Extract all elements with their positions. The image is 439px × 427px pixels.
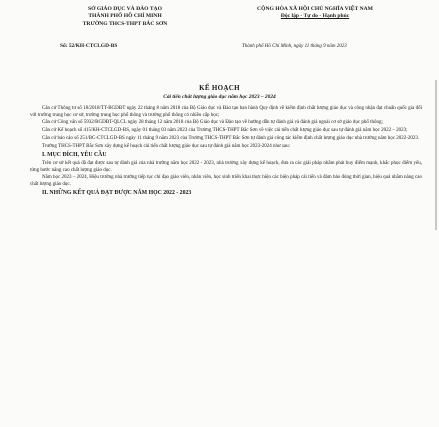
paragraph: Năm học 2023 – 2024, Hiệu trưởng nhà trường tiếp tục chỉ đạo giáo viên, nhân viên, học sinh triển khai thực hiện các biện pháp cải tiến và đảm bảo đúng thời gian, hiệu quả nhằm nâng cao chất lượng giáo dục. <box>30 175 422 187</box>
agency-line-1: SỞ GIÁO DỤC VÀ ĐÀO TẠO <box>88 6 162 12</box>
scan-edge-mark <box>435 80 437 230</box>
paragraph: Căn cứ Công văn số 5932/BGDĐT-QLCL ngày 28 tháng 12 năm 2018 của Bộ Giáo dục và Đào tạo về hướng dẫn tự đánh giá và đánh giá ngoài cơ sở giáo dục phổ thông; <box>42 120 383 126</box>
section-heading-2: II. NHỮNG KẾT QUẢ ĐẠT ĐƯỢC NĂM HỌC 2022 - 2023 <box>42 190 192 197</box>
agency-header <box>50 6 200 28</box>
section-heading-1: I. MỤC ĐÍCH, YÊU CẦU <box>42 152 107 159</box>
document-reference: Số: 52/KH-CTCLGD-BS <box>60 43 118 49</box>
national-motto: Độc lập - Tự do - Hạnh phúc <box>280 13 350 20</box>
document-date: Thành phố Hồ Chí Minh, ngày 11 tháng 9 năm 2023 <box>242 44 347 49</box>
paragraph: Trường THCS-THPT Bắc Sơn xây dựng kế hoạch cải tiến chất lượng giáo dục sau tự đánh giá năm học 2023-2024 như sau: <box>42 143 291 149</box>
paragraph: Căn cứ Thông tư số 18/2018/TT-BGDĐT ngày 22 tháng 8 năm 2018 của Bộ Giáo dục và Đào tạo ban hành Quy định về kiểm định chất lượng giáo dục và công nhận đạt chuẩn quốc gia đối với trường trung học cơ sở, trường trung học phổ thông và trường phổ thông có nhiều cấp học; <box>30 106 422 118</box>
paragraph: Căn cứ báo cáo số 251/BC-CTCLGD-BS ngày 11 tháng 9 năm 2023 của Trường THCS-THPT Bắc Sơn tự đánh giá công tác kiểm định chất lượng giáo dục nhà trường năm học 2022-2023. <box>42 135 420 141</box>
agency-line-2: THÀNH PHỐ HỒ CHÍ MINH <box>88 13 162 20</box>
paragraph: Trên cơ sở kết quả đã đạt được sau tự đánh giá của nhà trường năm học 2022 - 2023, nhà trường xây dựng kế hoạch, đưa ra các giải pháp nhằm phát huy điểm mạnh, khắc phục điểm yếu, từng bước nâng cao chất lượng giáo dục. <box>30 160 422 173</box>
national-title: CỘNG HÒA XÃ HỘI CHỦ NGHĨA VIỆT NAM <box>257 6 373 12</box>
document-subtitle: Cải tiến chất lượng giáo dục năm học 2023 – 2024 <box>163 94 276 100</box>
document-body <box>30 106 422 199</box>
agency-line-3: TRƯỜNG THCS-THPT BẮC SƠN <box>82 20 168 27</box>
national-header <box>200 6 430 21</box>
document-title: KẾ HOẠCH <box>199 84 240 92</box>
paragraph: Căn cứ Kế hoạch số 415/KH-CTCLGD-BS, ngày 01 tháng 03 năm 2023 của Trường THCS-THPT Bắc Sơn về việc cải tiến chất lượng giáo dục sau tự đánh giá năm học 2022 – 2023; <box>42 128 408 134</box>
